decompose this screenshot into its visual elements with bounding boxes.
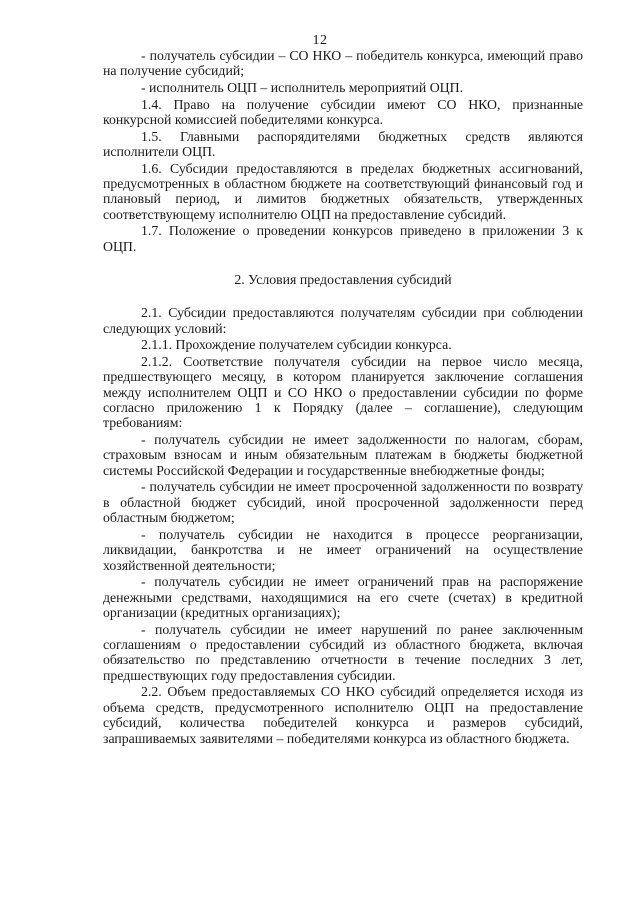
paragraph: - исполнитель ОЦП – исполнитель мероприятий ОЦП. xyxy=(141,80,464,95)
paragraph: 2.1.2. Соответствие получателя субсидии на первое число месяца, предшествующего месяцу, в котором планируется заключение соглашения между исполнителем ОЦП и СО НКО о предоставлении субсидии по форме согласно приложению 1 к Порядку (далее – соглашение), следующим требованиям: xyxy=(103,353,583,431)
list-item: - получатель субсидии не имеет просроченной задолженности по возврату в областной бюджет субсидий, иной просроченной задолженности перед областным бюджетом; xyxy=(103,479,583,526)
page-number: 12 xyxy=(312,33,328,48)
list-item: - получатель субсидии не имеет нарушений по ранее заключенным соглашениям о предоставлении субсидий из областного бюджета, включая обязательство по представлению отчетности в течение последних 3 лет, предшествующих году предоставления субсидии. xyxy=(103,621,583,683)
document-body xyxy=(103,48,583,746)
paragraph: - получатель субсидии – СО НКО – победитель конкурса, имеющий право на получение субсидий; xyxy=(103,48,583,79)
paragraph: 2.1. Субсидии предоставляются получателям субсидии при соблюдении следующих условий: xyxy=(103,305,583,336)
paragraph: 1.4. Право на получение субсидии имеют СО НКО, признанные конкурсной комиссией победителями конкурса. xyxy=(103,96,583,127)
list-item: - получатель субсидии не имеет ограничений прав на распоряжение денежными средствами, находящимися на его счете (счетах) в кредитной организации (кредитных организациях); xyxy=(103,574,583,621)
paragraph: 2.1.1. Прохождение получателем субсидии конкурса. xyxy=(141,337,452,353)
paragraph: 1.7. Положение о проведении конкурсов приведено в приложении 3 к ОЦП. xyxy=(103,223,583,254)
paragraph: 1.5. Главными распорядителями бюджетных средств являются исполнители ОЦП. xyxy=(103,128,583,159)
paragraph: 2.2. Объем предоставляемых СО НКО субсидий определяется исходя из объема средств, предусмотренного исполнителю ОЦП на предоставление субсидий, количества победителей конкурса и размеров субсидий, запрашиваемых заявителями – победителями конкурса из областного бюджета. xyxy=(103,684,583,746)
paragraph: 1.6. Субсидии предоставляются в пределах бюджетных ассигнований, предусмотренных в областном бюджете на соответствующий финансовый год и плановый период, и лимитов бюджетных обязательств, утвержденных соответствующему исполнителю ОЦП на предоставление субсидий. xyxy=(103,160,583,222)
section-heading: 2. Условия предоставления субсидий xyxy=(234,272,452,288)
list-item: - получатель субсидии не имеет задолженности по налогам, сборам, страховым взносам и иным обязательным платежам в бюджеты бюджетной системы Российской Федерации и государственные внебюджетные фонды; xyxy=(103,432,583,478)
list-item: - получатель субсидии не находится в процессе реорганизации, ликвидации, банкротства и не имеет ограничений на осуществление хозяйственной деятельности; xyxy=(103,526,583,573)
